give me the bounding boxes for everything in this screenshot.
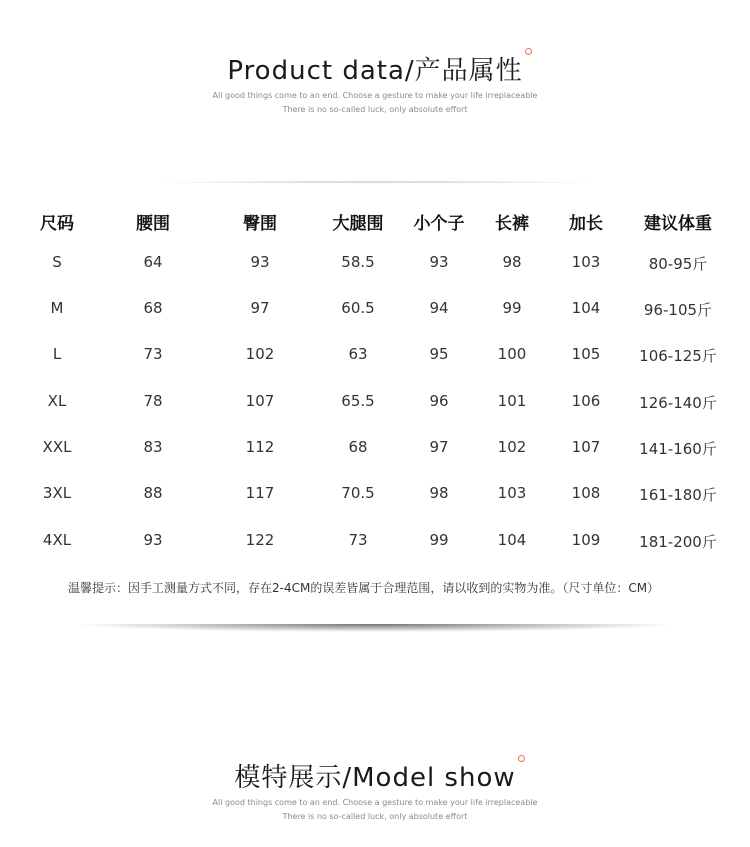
table-cell: 97 [250, 299, 270, 317]
table-cell: 58.5 [341, 253, 375, 271]
table-header-cell: 尺码 [40, 214, 74, 234]
table-cell: 68 [348, 438, 368, 456]
table-header-cell: 建议体重 [644, 214, 712, 234]
product-data-title-text: Product data/产品属性 [227, 56, 523, 86]
table-cell: L [52, 345, 62, 363]
table-cell: 4XL [42, 531, 72, 549]
table-header-cell: 臀围 [243, 214, 277, 234]
table-cell: 73 [143, 345, 163, 363]
table-cell: 93 [143, 531, 163, 549]
measurement-note: 温馨提示：因手工测量方式不同，存在2-4CM的误差皆属于合理范围，请以收到的实物为准。（尺寸单位：CM） [68, 581, 660, 595]
table-cell: 93 [429, 253, 449, 271]
model-show-subtitle-line-1: All good things come to an end. Choose a gesture to make your life irreplaceable [212, 798, 538, 807]
table-cell: 122 [245, 531, 275, 549]
table-cell: 107 [245, 392, 275, 410]
table-cell: S [52, 253, 62, 271]
product-data-header [0, 50, 750, 115]
size-table-card [0, 183, 750, 629]
table-cell: 105 [571, 345, 601, 363]
table-cell: 103 [497, 484, 527, 502]
table-cell: 78 [143, 392, 163, 410]
model-show-subtitle-line-2: There is no so-called luck, only absolute effort [282, 812, 468, 821]
table-header-cell: 腰围 [136, 214, 170, 234]
table-cell: M [50, 299, 64, 317]
table-cell: 103 [571, 253, 601, 271]
table-cell: 65.5 [341, 392, 375, 410]
table-cell: 88 [143, 484, 163, 502]
product-data-title [227, 50, 522, 87]
table-cell: 68 [143, 299, 163, 317]
table-cell: 99 [429, 531, 449, 549]
table-cell: 97 [429, 438, 449, 456]
table-cell: 96 [429, 392, 449, 410]
table-cell: 101 [497, 392, 527, 410]
table-cell: XXL [42, 438, 72, 456]
table-cell: 100 [497, 345, 527, 363]
accent-dot-icon [518, 755, 525, 762]
table-cell: XL [47, 392, 67, 410]
table-cell: 94 [429, 299, 449, 317]
table-cell: 104 [571, 299, 601, 317]
model-show-header [0, 757, 750, 822]
table-cell: 98 [429, 484, 449, 502]
model-show-title [234, 757, 515, 794]
table-cell: 83 [143, 438, 163, 456]
table-cell: 107 [571, 438, 601, 456]
accent-dot-icon [525, 48, 532, 55]
table-header-cell: 加长 [569, 214, 603, 234]
table-cell: 117 [245, 484, 275, 502]
table-cell: 108 [571, 484, 601, 502]
table-cell: 99 [502, 299, 522, 317]
model-show-title-text: 模特展示/Model show [234, 763, 516, 793]
table-cell: 102 [497, 438, 527, 456]
table-cell: 98 [502, 253, 522, 271]
product-data-subtitle-line-1: All good things come to an end. Choose a gesture to make your life irreplaceable [212, 91, 538, 100]
table-cell: 93 [250, 253, 270, 271]
table-cell: 95 [429, 345, 449, 363]
table-cell: 141-160斤 [639, 440, 717, 458]
table-cell: 96-105斤 [643, 301, 713, 319]
table-cell: 109 [571, 531, 601, 549]
table-cell: 106-125斤 [639, 347, 717, 365]
table-header-cell: 大腿围 [332, 214, 384, 234]
table-cell: 3XL [42, 484, 72, 502]
table-cell: 106 [571, 392, 601, 410]
table-cell: 64 [143, 253, 163, 271]
table-cell: 70.5 [341, 484, 375, 502]
table-cell: 63 [348, 345, 368, 363]
table-cell: 104 [497, 531, 527, 549]
table-header-cell: 小个子 [413, 214, 465, 234]
table-cell: 112 [245, 438, 275, 456]
table-cell: 126-140斤 [639, 394, 717, 412]
table-cell: 60.5 [341, 299, 375, 317]
table-cell: 102 [245, 345, 275, 363]
table-header-cell: 长裤 [495, 214, 529, 234]
table-cell: 80-95斤 [648, 255, 708, 273]
table-cell: 73 [348, 531, 368, 549]
product-data-subtitle-line-2: There is no so-called luck, only absolute effort [282, 105, 468, 114]
table-cell: 181-200斤 [639, 533, 717, 551]
card-bottom-shadow [0, 624, 750, 634]
table-cell: 161-180斤 [639, 486, 717, 504]
